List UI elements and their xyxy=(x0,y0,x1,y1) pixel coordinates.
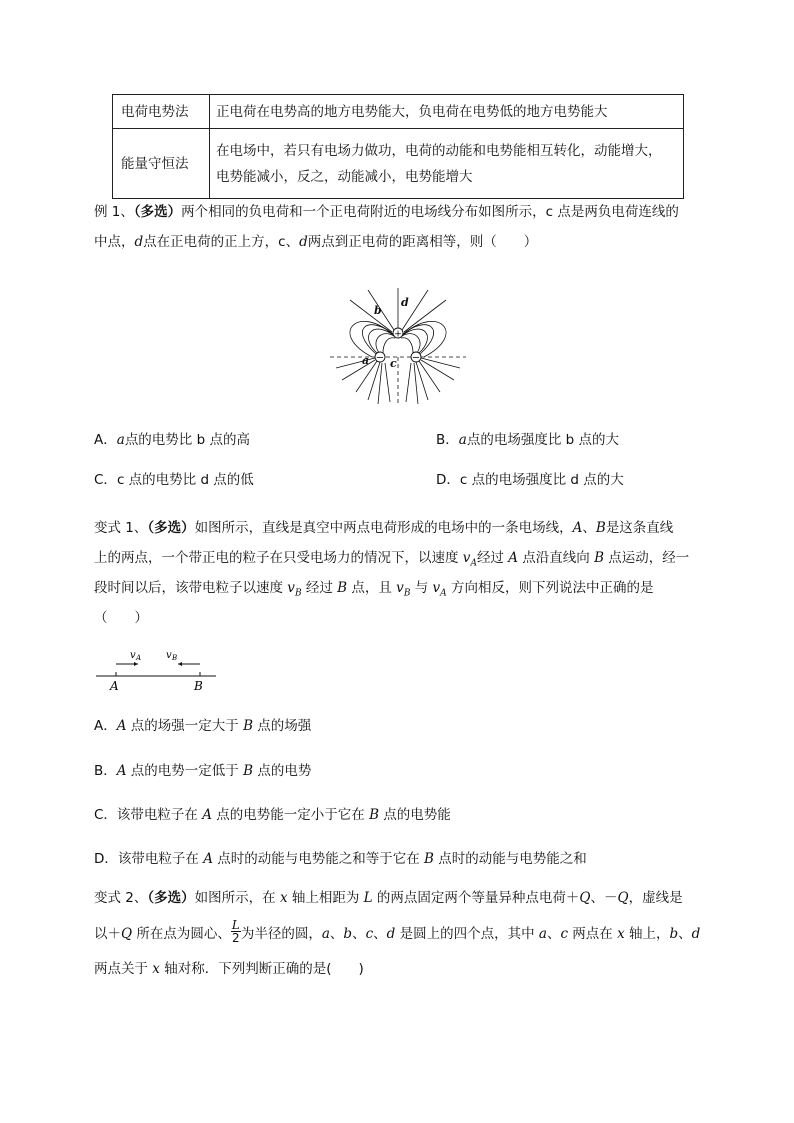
multi-select-tag: （多选） xyxy=(133,204,182,220)
text: 点，且 xyxy=(347,580,397,596)
option-letter: C．该带电粒子在 xyxy=(94,807,203,823)
text: 所在点为圆心、 xyxy=(132,926,231,942)
text: 是这条直线 xyxy=(605,520,674,536)
var: d xyxy=(691,926,701,942)
text: 与 xyxy=(410,580,433,596)
method-desc xyxy=(210,129,684,199)
minus-sign: − xyxy=(411,352,421,364)
var-Q: Q xyxy=(121,926,133,942)
var-v: v xyxy=(287,580,295,596)
option-text: 点的电势 xyxy=(253,763,312,779)
var-Q: Q xyxy=(579,890,591,906)
text: 段时间以后，该带电粒子以速度 xyxy=(94,580,288,596)
var: B xyxy=(243,718,254,734)
example1-line2 xyxy=(94,231,537,253)
option-text: 点的电势比 b 点的高 xyxy=(124,432,250,448)
example-number: 例 1、 xyxy=(94,204,134,220)
subscript: B xyxy=(294,588,302,599)
option-text: 点时的动能与电势能之和等于它在 xyxy=(212,851,425,867)
text: 、 xyxy=(546,926,561,942)
label-a: a xyxy=(362,354,370,367)
var-x: x xyxy=(152,961,160,977)
var: B xyxy=(424,851,434,867)
var-v: v xyxy=(432,580,441,596)
option-text: 点的电势能一定小于它在 xyxy=(211,807,370,823)
variant2-line1 xyxy=(94,887,683,909)
text: 方向相反，则下列说法中正确的是 xyxy=(446,580,654,596)
option-text: 点的电场强度比 b 点的大 xyxy=(466,432,619,448)
option-text: c 点的电场强度比 d 点的大 xyxy=(459,472,624,488)
text: 两点关于 xyxy=(94,961,153,977)
variant1-option-d xyxy=(94,848,587,870)
method-name: 电荷电势法 xyxy=(113,95,210,129)
var-B: B xyxy=(337,580,348,596)
label-b: b xyxy=(374,304,382,317)
var-L: L xyxy=(363,890,373,906)
multi-select-tag: （多选） xyxy=(147,520,195,536)
text: 两点到正电荷的距离相等，则（ ） xyxy=(307,234,538,250)
text: 点在正电荷的正上方，c、 xyxy=(143,234,300,250)
option-d xyxy=(436,469,624,491)
var: a xyxy=(458,432,467,448)
var-A: A xyxy=(572,520,583,536)
option-text: c 点的电势比 d 点的低 xyxy=(116,472,254,488)
var: A xyxy=(116,763,127,779)
text: 经过 xyxy=(476,550,509,566)
var: a xyxy=(116,432,125,448)
option-c xyxy=(94,469,254,491)
option-letter: A． xyxy=(94,432,117,448)
var: B xyxy=(243,763,254,779)
variant1-option-c xyxy=(94,804,451,826)
var: b xyxy=(343,926,353,942)
question-text: 两个相同的负电荷和一个正电荷附近的电场线分布如图所示，c 点是两负电荷连线的 xyxy=(181,204,679,220)
text: 中点， xyxy=(94,234,135,250)
var: A xyxy=(203,851,213,867)
variant1-option-a xyxy=(94,715,311,737)
fraction-denominator: 2 xyxy=(232,930,240,945)
var: A xyxy=(116,718,127,734)
var-B: B xyxy=(595,520,606,536)
text: 点沿直线向 xyxy=(517,550,595,566)
var-x: x xyxy=(617,926,625,942)
text: 如图所示，在 xyxy=(194,890,280,906)
var-Q: Q xyxy=(617,890,629,906)
option-text: 点的场强一定大于 xyxy=(126,718,244,734)
text: 、 xyxy=(582,520,596,536)
text: 、 xyxy=(329,926,344,942)
option-letter: C． xyxy=(94,472,117,488)
option-a xyxy=(94,429,250,451)
option-text: 点的电势一定低于 xyxy=(126,763,244,779)
text: 轴上， xyxy=(624,926,670,942)
method-desc-line: 在电场中，若只有电场力做功，电荷的动能和电势能相互转化，动能增大， xyxy=(216,142,662,159)
field-line-figure xyxy=(94,644,218,692)
table-row xyxy=(113,129,684,199)
var-d: d xyxy=(134,234,144,250)
var: B xyxy=(369,807,379,823)
text: 轴对称．下列判断正确的是( ) xyxy=(159,961,364,977)
method-desc: 正电荷在电势高的地方电势能大，负电荷在电势低的地方电势能大 xyxy=(210,95,684,129)
text: 上的两点，一个带正电的粒子在只受电场力的情况下，以速度 xyxy=(94,550,463,566)
multi-select-tag: （多选） xyxy=(147,890,195,906)
text: 、－ xyxy=(590,890,618,906)
text: 、 xyxy=(678,926,692,942)
minus-sign: − xyxy=(375,352,385,364)
variant1-line3 xyxy=(94,577,653,605)
variant1-line1 xyxy=(94,517,673,539)
text: 点运动，经一 xyxy=(604,550,690,566)
subscript: A xyxy=(470,558,477,569)
plus-sign: + xyxy=(394,329,402,340)
option-letter: A． xyxy=(94,718,117,734)
text: 为半径的圆， xyxy=(240,926,322,942)
var-d: d xyxy=(299,234,308,250)
var-v: v xyxy=(396,580,404,596)
fraction-L-over-2 xyxy=(231,919,241,944)
text: 是圆上的四个点，其中 xyxy=(395,926,539,942)
var: d xyxy=(386,926,396,942)
variant2-line2 xyxy=(94,917,701,947)
variant1-line2 xyxy=(94,547,689,575)
var: c xyxy=(560,926,568,942)
var-B: B xyxy=(594,550,604,566)
example-number: 变式 1、 xyxy=(94,520,148,536)
option-text: 点的场强 xyxy=(253,718,312,734)
var: a xyxy=(538,926,547,942)
var-A: A xyxy=(508,550,518,566)
option-letter: B． xyxy=(94,763,117,779)
example1-line1 xyxy=(94,201,679,223)
example-number: 变式 2、 xyxy=(94,890,148,906)
label-vB: v xyxy=(166,650,172,661)
text: 经过 xyxy=(301,580,338,596)
label-vB-sub: B xyxy=(172,654,178,662)
method-desc-line: 电势能减小，反之，动能减小，电势能增大 xyxy=(216,168,473,185)
var: A xyxy=(202,807,212,823)
table-row xyxy=(113,95,684,129)
option-letter: D． xyxy=(436,472,460,488)
variant2-line3 xyxy=(94,958,364,980)
label-c: c xyxy=(390,357,397,370)
text: 、 xyxy=(373,926,387,942)
field-lines-figure xyxy=(328,284,468,408)
var: a xyxy=(321,926,330,942)
option-letter: D．该带电粒子在 xyxy=(94,851,204,867)
option-text: 点时的动能与电势能之和 xyxy=(433,851,587,867)
text: 的两点固定两个等量异种点电荷＋ xyxy=(372,890,580,906)
variant1-option-b xyxy=(94,760,311,782)
text: 轴上相距为 xyxy=(287,890,364,906)
method-name: 能量守恒法 xyxy=(113,129,210,199)
variant1-line4: （ ） xyxy=(94,610,148,626)
subscript: B xyxy=(403,588,411,599)
option-text: 点的电势能 xyxy=(378,807,451,823)
label-vA: v xyxy=(130,650,136,661)
label-A: A xyxy=(110,679,119,692)
method-table xyxy=(112,94,684,199)
var-x: x xyxy=(279,890,288,906)
fraction-numerator: L xyxy=(231,917,240,932)
subscript: A xyxy=(440,588,447,599)
text: 如图所示，直线是真空中两点电荷形成的电场中的一条电场线， xyxy=(194,520,573,536)
text: 以＋ xyxy=(94,926,121,942)
label-B: B xyxy=(194,679,203,692)
label-vA-sub: A xyxy=(136,654,142,662)
text: 两点在 xyxy=(568,926,618,942)
text: 、 xyxy=(352,926,366,942)
option-letter: B． xyxy=(436,432,459,448)
var: c xyxy=(365,926,374,942)
label-d: d xyxy=(401,296,409,309)
var: b xyxy=(669,926,679,942)
text: ，虚线是 xyxy=(628,890,683,906)
var-v: v xyxy=(462,550,471,566)
option-b xyxy=(436,429,619,451)
